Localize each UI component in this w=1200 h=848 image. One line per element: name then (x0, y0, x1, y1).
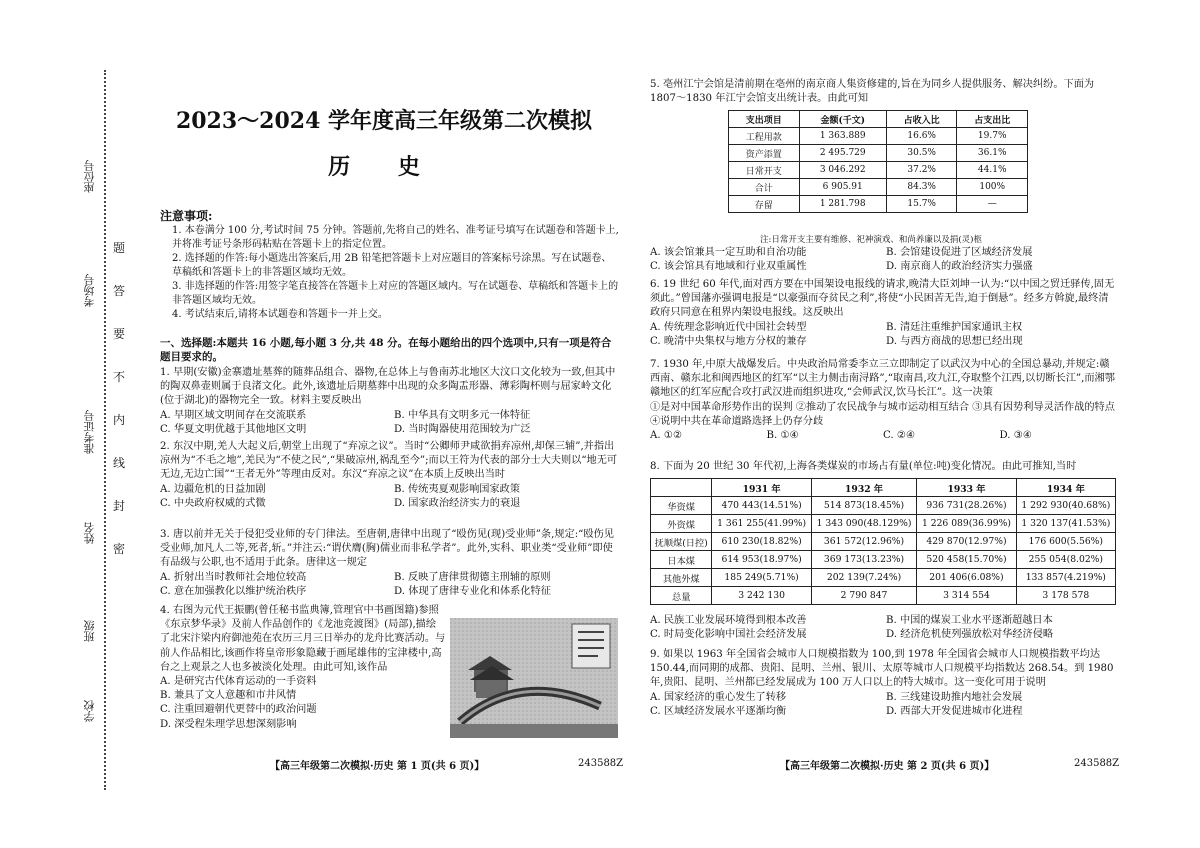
question-8-options (650, 614, 1116, 642)
table-row (651, 515, 1116, 533)
question-stem: 3. 唐以前并无关于侵犯受业师的专门律法。至唐朝,唐律中出现了“殴伤见(现)受业师”条,规定:“殴伤见受业师,加凡人二等,死者,斩。”并注云:“谓伏膺(胸)儒业而非私学者”。此外,实科、职业类“受业师”即使有品级与公职,也不适用于此条。唐律这一规定 (160, 529, 614, 569)
table-row (729, 162, 1028, 179)
seal-mark: 内 (113, 413, 126, 427)
option-c: C. 区域经济发展水平逐渐均衡 (650, 705, 787, 717)
notes-heading: 注意事项: (160, 209, 213, 223)
option-c: C. 该会馆具有地域和行业双重属性 (650, 261, 807, 273)
table-cell: 2 790 847 (811, 587, 917, 605)
table-header-cell: 占收入比 (886, 111, 957, 128)
field-room-no: 考场号 (83, 274, 96, 307)
table-cell: 100% (957, 179, 1028, 196)
question-stem: 4. 右图为元代王振鹏(曾任秘书监典簿,管理官中书画图籍)参照《东京梦华录》及前人作品创作的《龙池竞渡图》(局部),描绘了北宋汴梁内府御池苑在农历三月三日举办的龙舟比赛活动。与前人作品相比,该画作将皇帝形象隐藏于画尾雄伟的宝津楼中,高台之上观景之人也多被淡化处理。由此可知,该作品 (160, 605, 446, 673)
table-cell: 610 230(18.82%) (712, 533, 811, 551)
table-cell: 15.7% (886, 196, 957, 213)
question-items: ①是对中国革命形势作出的误判 ②推动了农民战争与城市运动相互结合 ③具有因势利导灵活作战的特点 ④说明中共在革命道路选择上仍存分歧 (650, 401, 1115, 427)
option-d: D. 深受程朱理学思想深刻影响 (160, 718, 297, 730)
option-c: C. 意在加强教化以维护统治秩序 (160, 585, 307, 597)
table-cell: 255 054(8.02%) (1016, 551, 1115, 569)
table-cell: 3 178 578 (1016, 587, 1115, 605)
options (160, 409, 622, 437)
option-b: B. 传统夷夏观影响国家政策 (394, 483, 521, 495)
option-b: B. 三线建设助推内地社会发展 (886, 691, 1023, 703)
note-item: 4. 考试结束后,请将本试题卷和答题卡一并上交。 (172, 309, 388, 320)
table-cell: 429 870(12.97%) (917, 533, 1016, 551)
table-row (651, 569, 1116, 587)
table-cell: 176 600(5.56%) (1016, 533, 1115, 551)
option-c: C. 晚清中央集权与地方分权的兼存 (650, 335, 807, 347)
table-cell: 201 406(6.08%) (917, 569, 1016, 587)
question-4 (160, 604, 446, 732)
table-row (651, 587, 1116, 605)
binding-strip (0, 0, 135, 848)
seal-mark: 不 (113, 370, 126, 384)
table-note: 注:日常开支主要有维修、祀神演戏、和尚养廉以及捐(灵)柩 (760, 235, 982, 245)
option-d: D. 当时陶器使用范围较为广泛 (394, 423, 531, 435)
option-a: A. 是研究古代体育运动的一手资料 (160, 676, 317, 688)
table-row (729, 145, 1028, 162)
expenditure-table (728, 110, 1028, 213)
table-row (729, 128, 1028, 145)
option-c: C. ②④ (883, 430, 916, 442)
seal-mark: 要 (113, 327, 126, 341)
table-cell: 1 363.889 (799, 128, 886, 145)
page-2 (650, 0, 1120, 848)
table-cell: 470 443(14.51%) (712, 497, 811, 515)
table-cell: 3 242 130 (712, 587, 811, 605)
option-b: B. 会馆建设促进了区域经济发展 (886, 247, 1033, 258)
table-row (651, 533, 1116, 551)
option-d: D. 与西方商战的思想已经出现 (886, 335, 1023, 347)
option-a: A. 民族工业发展环境得到根本改善 (650, 615, 807, 626)
seal-line (104, 70, 106, 790)
table-cell: 6 905.91 (799, 179, 886, 196)
table-row (729, 179, 1028, 196)
option-c: C. 时局变化影响中国社会经济发展 (650, 629, 807, 641)
option-d: D. 国家政治经济实力的衰退 (394, 497, 521, 509)
table-row (729, 196, 1028, 213)
options (160, 675, 446, 732)
section-heading: 一、选择题:本题共 16 小题,每小题 3 分,共 48 分。在每小题给出的四个选项中,只有一项是符合题目要求的。 (160, 337, 612, 363)
table-cell: 存留 (729, 196, 800, 213)
table-cell: 1 292 930(40.68%) (1016, 497, 1115, 515)
table-header-row (651, 479, 1116, 497)
question-stem: 1. 早期(安徽)金寨遗址墓葬的随葬品组合、器物,在总体上与鲁南苏北地区大汶口文化较为一致,但其中的陶双鼻壶则属于良渚文化。此外,该遗址后期墓葬中出现的众多陶盂形器、薄彩陶杯则与屈家岭文化(位于湖北)的器物完全一致。材料主要反映出 (160, 367, 616, 407)
page-footer: 【高三年级第二次模拟·历史 第 2 页(共 6 页)】 (780, 761, 995, 772)
question-stem: 2. 东汉中期,羌人大起义后,朝堂上出现了“弃凉之议”。当时“公卿师尹咸欲捐弃凉州,却保三辅”,并指出凉州为“不毛之地”,羌民为“不使之民”,“果破凉州,祸乱至今”;而以王符为代表的部分士大夫则以“地无可无边,无边亡国”“王者无外”等理由反对。东汉“弃凉之议”在本质上反映出当时 (160, 441, 618, 481)
question-7 (650, 358, 1116, 443)
option-b: B. 中国的煤炭工业水平逐渐超越日本 (886, 615, 1053, 626)
table-cell: 3 314 554 (917, 587, 1016, 605)
options (650, 246, 1116, 274)
table-cell: 1 226 089(36.99%) (917, 515, 1016, 533)
table-cell: 合计 (729, 179, 800, 196)
field-class: 班级 (83, 620, 96, 642)
question-1 (160, 366, 622, 437)
option-a: A. 边疆危机的日益加剧 (160, 483, 266, 495)
question-stem: 7. 1930 年,中原大战爆发后。中央政治局常委李立三立即制定了以武汉为中心的全国总暴动,并规定:赣西南、赣东北和闽西地区的红军“以主力侧击南浔路”,“取南昌,攻九江,夺取整个江西,以切断长江”,而湘鄂赣地区的红军应配合攻打武汉进而组织进攻,“会师武汉,饮马长江”。这一决策 (650, 359, 1115, 399)
field-seat-no: 座位号 (83, 160, 96, 193)
table-header-cell: 支出项目 (729, 111, 800, 128)
field-school: 学校 (83, 700, 96, 722)
table-cell: 19.7% (957, 128, 1028, 145)
options (160, 571, 622, 599)
option-a: A. 传统理念影响近代中国社会转型 (650, 321, 807, 333)
question-stem: 6. 19 世纪 60 年代,面对西方要在中国架设电报线的请求,晚清大臣刘坤一认为:“以中国之贸迁驿传,固无须此。”曾国藩亦强调电报是“以豪强而夺贫民之利”,将使“小民困苦无告,迫于倒悬”。经多方斡旋,最终清政府只同意在租界内架设电报线。这反映出 (650, 279, 1115, 319)
table-cell: 1 343 090(48.129%) (811, 515, 917, 533)
table-cell: 华资煤 (651, 497, 712, 515)
options (160, 483, 622, 511)
table-cell: 1 361 255(41.99%) (712, 515, 811, 533)
question-9 (650, 648, 1116, 719)
table-cell: 16.6% (886, 128, 957, 145)
table-cell: 30.5% (886, 145, 957, 162)
field-exam-id: 准考证号 (83, 410, 96, 454)
option-d: D. 体现了唐律专业化和体系化特征 (394, 585, 551, 597)
option-b: B. ①④ (766, 430, 799, 442)
seal-mark: 线 (113, 456, 126, 470)
seal-mark: 题 (113, 241, 126, 255)
table-cell: 其他外煤 (651, 569, 712, 587)
paper-code: 243588Z (578, 758, 624, 769)
option-b: B. 清廷注重维护国家通讯主权 (886, 321, 1023, 333)
table-cell: 3 046.292 (799, 162, 886, 179)
table-cell: 369 173(13.23%) (811, 551, 917, 569)
table-header-cell: 金额(千文) (799, 111, 886, 128)
table-cell: 185 249(5.71%) (712, 569, 811, 587)
dragon-boat-painting-image (450, 618, 618, 738)
option-a: A. 该会馆兼具一定互助和自治功能 (650, 247, 807, 258)
table-cell: 44.1% (957, 162, 1028, 179)
table-header-cell: 1933 年 (917, 479, 1016, 497)
subject-title: 历 史 (328, 154, 440, 180)
table-cell: 外资煤 (651, 515, 712, 533)
table-header-cell: 1932 年 (811, 479, 917, 497)
table-header-cell (651, 479, 712, 497)
table-cell: 日常开支 (729, 162, 800, 179)
options (650, 691, 1116, 719)
table-cell: — (957, 196, 1028, 213)
table-cell: 84.3% (886, 179, 957, 196)
option-a: A. 折射出当时教师社会地位较高 (160, 571, 307, 583)
table-cell: 37.2% (886, 162, 957, 179)
option-c: C. 注重回避朝代更替中的政治问题 (160, 704, 317, 716)
option-b: B. 反映了唐律贯彻德主刑辅的原则 (394, 571, 551, 583)
table-cell: 抚顺煤(日控) (651, 533, 712, 551)
table-cell: 614 953(18.97%) (712, 551, 811, 569)
table-cell: 520 458(15.70%) (917, 551, 1016, 569)
table-header-cell: 1931 年 (712, 479, 811, 497)
seal-mark: 密 (113, 542, 126, 556)
table-cell: 资产添置 (729, 145, 800, 162)
paper-code: 243588Z (1074, 758, 1120, 769)
table-header-cell: 占支出比 (957, 111, 1028, 128)
table-cell: 日本煤 (651, 551, 712, 569)
option-a: A. 早期区域文明间存在交流联系 (160, 409, 307, 421)
question-3 (160, 528, 622, 599)
table-cell: 361 572(12.96%) (811, 533, 917, 551)
option-c: C. 华夏文明优越于其他地区文明 (160, 423, 307, 435)
table-cell: 1 281.798 (799, 196, 886, 213)
table-row (651, 551, 1116, 569)
exam-title: 2023～2024 学年度高三年级第二次模拟 (175, 108, 593, 134)
table-cell: 总量 (651, 587, 712, 605)
question-8-stem: 8. 下面为 20 世纪 30 年代初,上海各类煤炭的市场占有量(单位:吨)变化情况。由此可推知,当时 (650, 461, 1077, 472)
table-cell: 36.1% (957, 145, 1028, 162)
seal-mark: 封 (113, 499, 126, 513)
table-header-row (729, 111, 1028, 128)
question-2 (160, 440, 622, 511)
table-cell: 133 857(4.219%) (1016, 569, 1115, 587)
note-item: 3. 非选择题的作答:用签字笔直接答在答题卡上对应的答题区域内。写在试题卷、草稿纸和答题卡上的非答题区域均无效。 (172, 281, 619, 306)
table-cell: 1 320 137(41.53%) (1016, 515, 1115, 533)
option-a: A. 国家经济的重心发生了转移 (650, 691, 787, 703)
options (650, 614, 1116, 642)
option-d: D. 南京商人的政治经济实力强盛 (886, 261, 1033, 273)
question-5-stem: 5. 亳州江宁会馆是清前期在亳州的南京商人集资修建的,旨在为同乡人提供服务、解决纠纷。下面为 1807～1830 年江宁会馆支出统计表。由此可知 (650, 79, 1095, 105)
notes-list (172, 224, 620, 322)
field-name: 姓名 (83, 522, 96, 544)
coal-market-table (650, 478, 1116, 605)
table-cell: 202 139(7.24%) (811, 569, 917, 587)
table-cell: 936 731(28.26%) (917, 497, 1016, 515)
option-c: C. 中央政府权威的式微 (160, 497, 266, 509)
page-footer: 【高三年级第二次模拟·历史 第 1 页(共 6 页)】 (270, 761, 485, 772)
note-item: 2. 选择题的作答:每小题选出答案后,用 2B 铅笔把答题卡上对应题目的答案标号涂黑。写在试题卷、草稿纸和答题卡上的非答题区域均无效。 (172, 253, 612, 278)
option-d: D. ③④ (999, 430, 1033, 442)
table-cell: 工程用款 (729, 128, 800, 145)
option-a: A. ①② (650, 430, 683, 442)
option-b: B. 兼具了文人意趣和市井风情 (160, 690, 297, 702)
option-d: D. 西部大开发促进城市化进程 (886, 705, 1023, 717)
table-cell: 2 495.729 (799, 145, 886, 162)
option-b: B. 中华具有文明多元一体特征 (394, 409, 531, 421)
question-5-options (650, 246, 1116, 274)
table-row (651, 497, 1116, 515)
note-item: 1. 本卷满分 100 分,考试时间 75 分钟。答题前,先将自己的姓名、准考证号填写在试题卷和答题卡上,并将准考证号条形码粘贴在答题卡上的指定位置。 (172, 225, 619, 250)
options (650, 429, 1116, 443)
question-stem: 9. 如果以 1963 年全国省会城市人口规模指数为 100,到 1978 年全国省会城市人口规模指数平均达 150.44,而同期的成都、贵阳、昆明、兰州、银川、太原等城市人口规模平均指数达 268.54。到 1980 年,贵阳、昆明、兰州都已经发展成为 100 万人口以上的特大城市。这一变化可用于说明 (650, 649, 1114, 689)
page-1 (150, 0, 624, 848)
seal-mark: 答 (113, 284, 126, 298)
option-d: D. 经济危机使列强放松对华经济侵略 (886, 629, 1054, 641)
table-cell: 514 873(18.45%) (811, 497, 917, 515)
table-header-cell: 1934 年 (1016, 479, 1115, 497)
question-6 (650, 278, 1116, 349)
options (650, 321, 1116, 349)
